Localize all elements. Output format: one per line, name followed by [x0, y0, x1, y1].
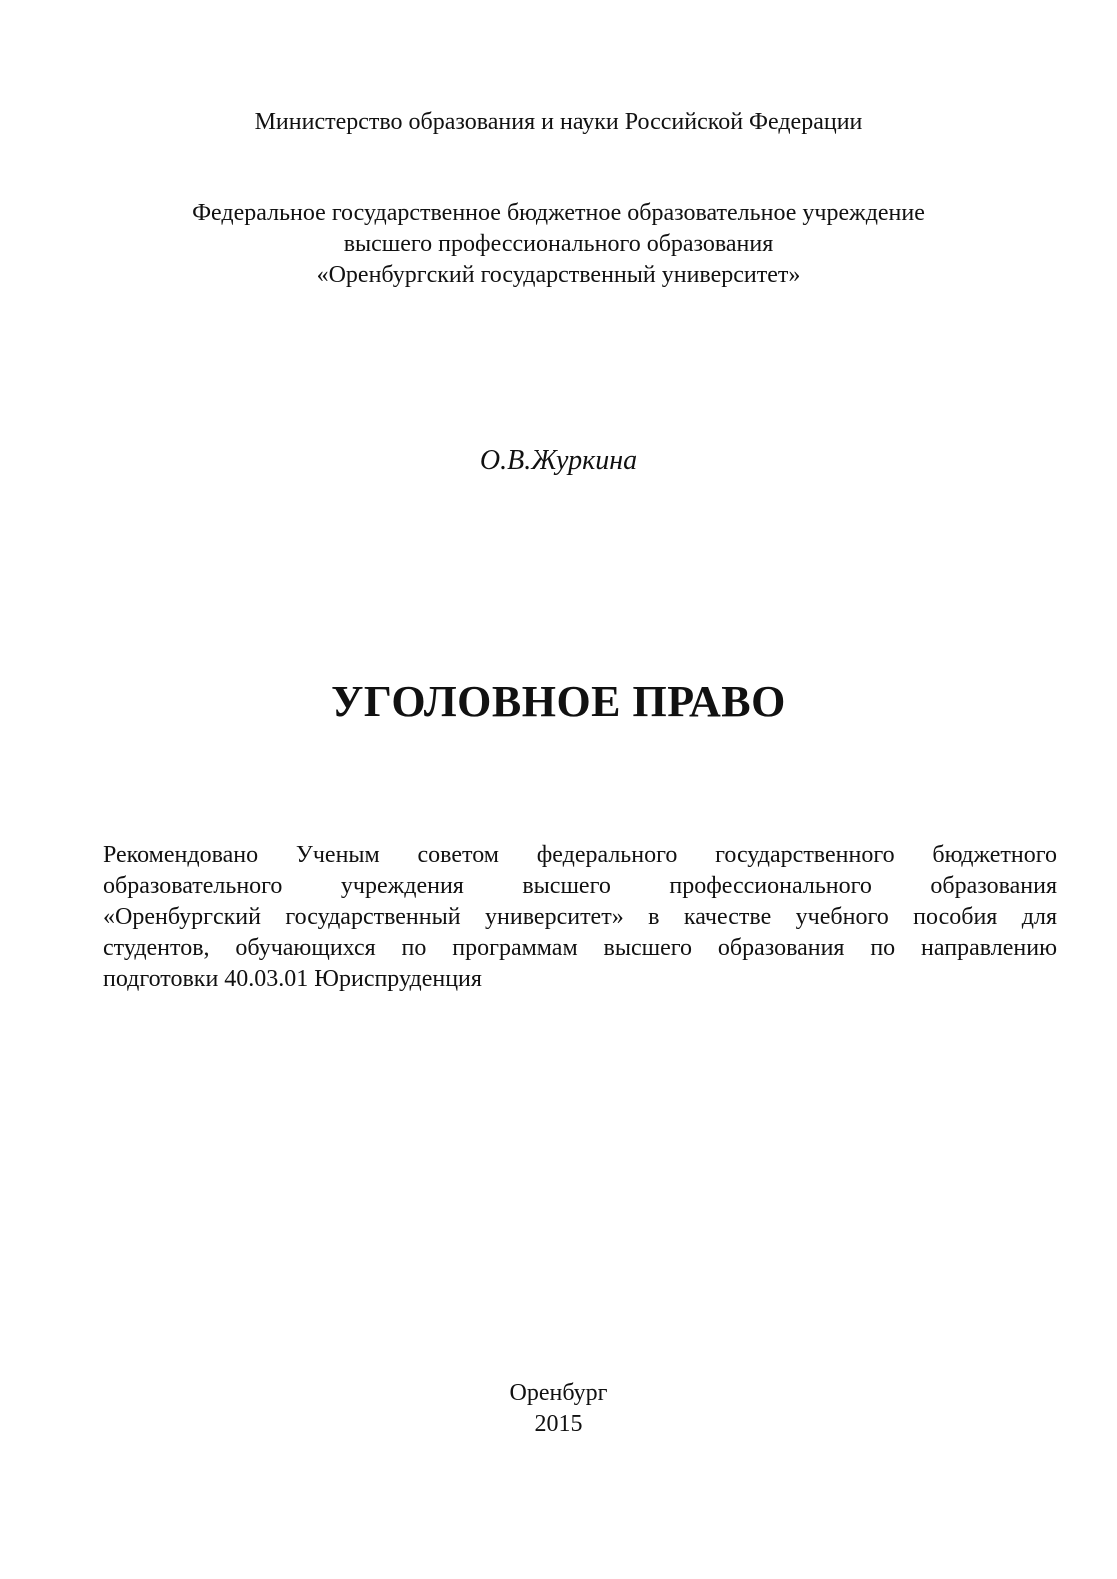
recommendation-line-3: «Оренбургский государственный университет» в качестве учебного пособия для — [103, 904, 1057, 930]
institution-line-1: Федеральное государственное бюджетное образовательное учреждение — [192, 200, 925, 226]
ministry-name: Министерство образования и науки Российской Федерации — [254, 109, 863, 135]
publication-year: 2015 — [534, 1411, 583, 1437]
institution-line-3: «Оренбургский государственный университет» — [316, 262, 801, 288]
recommendation-line-4: студентов, обучающихся по программам высшего образования по направлению — [103, 935, 1057, 961]
institution-line-2: высшего профессионального образования — [343, 231, 774, 257]
document-title: УГОЛОВНОЕ ПРАВО — [331, 677, 786, 726]
recommendation-line-1: Рекомендовано Ученым советом федерального государственного бюджетного — [103, 842, 1057, 868]
author-name: О.В.Журкина — [479, 445, 638, 476]
publication-city: Оренбург — [509, 1380, 608, 1406]
recommendation-line-5: подготовки 40.03.01 Юриспруденция — [103, 966, 482, 992]
recommendation-line-2: образовательного учреждения высшего профессионального образования — [103, 873, 1057, 899]
recommendation-paragraph — [103, 840, 1057, 995]
